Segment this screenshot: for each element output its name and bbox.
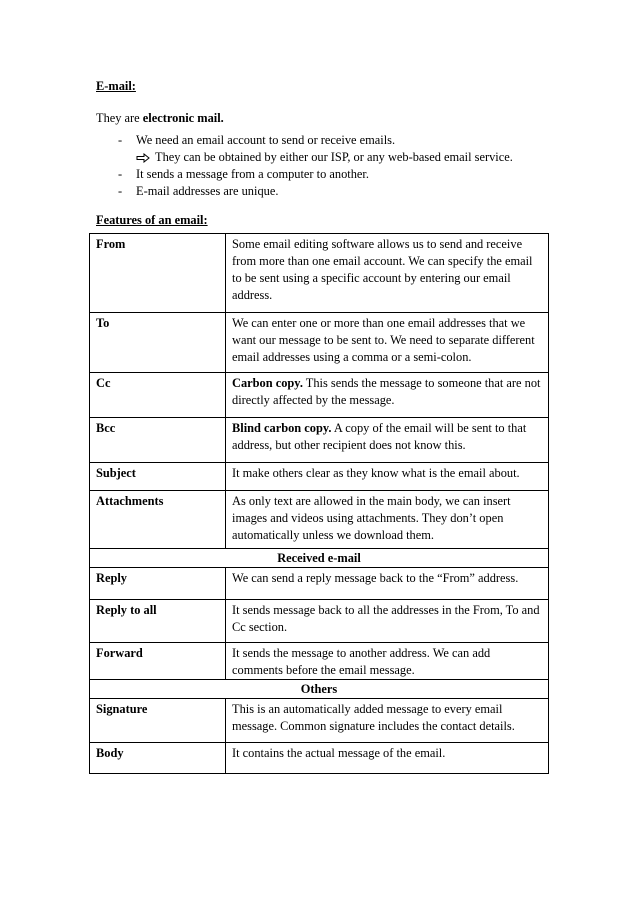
row-key: Cc [90, 373, 226, 418]
table-row [90, 600, 549, 643]
row-value: It contains the actual message of the email. [226, 743, 549, 774]
table-row [90, 463, 549, 491]
received-section-title: Received e-mail [90, 549, 549, 568]
table-row [90, 743, 549, 774]
table-row [90, 313, 549, 373]
row-value: It make others clear as they know what is the email about. [226, 463, 549, 491]
intro-bold: electronic mail. [142, 111, 224, 125]
bullet-dash: - [118, 133, 123, 147]
row-key: Subject [90, 463, 226, 491]
table-row [90, 699, 549, 743]
others-section-title: Others [90, 680, 549, 699]
row-value: As only text are allowed in the main body, we can insert images and videos using attachments. They don’t open automatically unless we download them. [226, 491, 549, 549]
table-row [90, 418, 549, 463]
row-value: This is an automatically added message to every email message. Common signature includes the contact details. [226, 699, 549, 743]
row-key: To [90, 313, 226, 373]
table-row [90, 491, 549, 549]
table-row [90, 373, 549, 418]
row-key: From [90, 234, 226, 313]
table-row [90, 234, 549, 313]
row-value [226, 418, 549, 463]
bullet-dash: - [118, 167, 123, 181]
intro-prefix: They are [96, 111, 143, 125]
bullet-text: We need an email account to send or receive emails. [136, 133, 396, 147]
bullet-text: It sends a message from a computer to another. [136, 167, 369, 181]
row-key: Bcc [90, 418, 226, 463]
email-heading: E-mail: [96, 79, 136, 93]
table-row [90, 568, 549, 600]
sub-bullet-text: They can be obtained by either our ISP, or any web-based email service. [155, 150, 513, 164]
bullet-text: E-mail addresses are unique. [136, 184, 279, 198]
intro-text [96, 111, 224, 126]
row-value: It sends the message to another address. We can add comments before the email message. [226, 643, 549, 680]
row-value-text: A copy of the email will be sent to that address, but other recipient does not know this. [232, 421, 527, 452]
section-row [90, 549, 549, 568]
row-key: Attachments [90, 491, 226, 549]
table-row [90, 643, 549, 680]
row-value: We can enter one or more than one email addresses that we want our message to be sent to. We need to separate different email addresses using a comma or a semi-colon. [226, 313, 549, 373]
row-value-bold: Carbon copy. [232, 376, 303, 390]
row-key: Reply to all [90, 600, 226, 643]
row-key: Reply [90, 568, 226, 600]
arrow-right-icon [136, 153, 150, 163]
sub-bullet-item [136, 150, 513, 165]
row-value: It sends message back to all the addresses in the From, To and Cc section. [226, 600, 549, 643]
row-key: Signature [90, 699, 226, 743]
row-value [226, 373, 549, 418]
row-value-text: This sends the message to someone that are not directly affected by the message. [232, 376, 541, 407]
features-table [89, 233, 549, 774]
row-value-bold: Blind carbon copy. [232, 421, 332, 435]
row-key: Forward [90, 643, 226, 680]
row-value: Some email editing software allows us to send and receive from more than one email account. We can specify the email to be sent using a specific account by entering our email address. [226, 234, 549, 313]
features-heading: Features of an email: [96, 213, 208, 227]
row-key: Body [90, 743, 226, 774]
section-row [90, 680, 549, 699]
bullet-dash: - [118, 184, 123, 198]
row-value: We can send a reply message back to the “From” address. [226, 568, 549, 600]
